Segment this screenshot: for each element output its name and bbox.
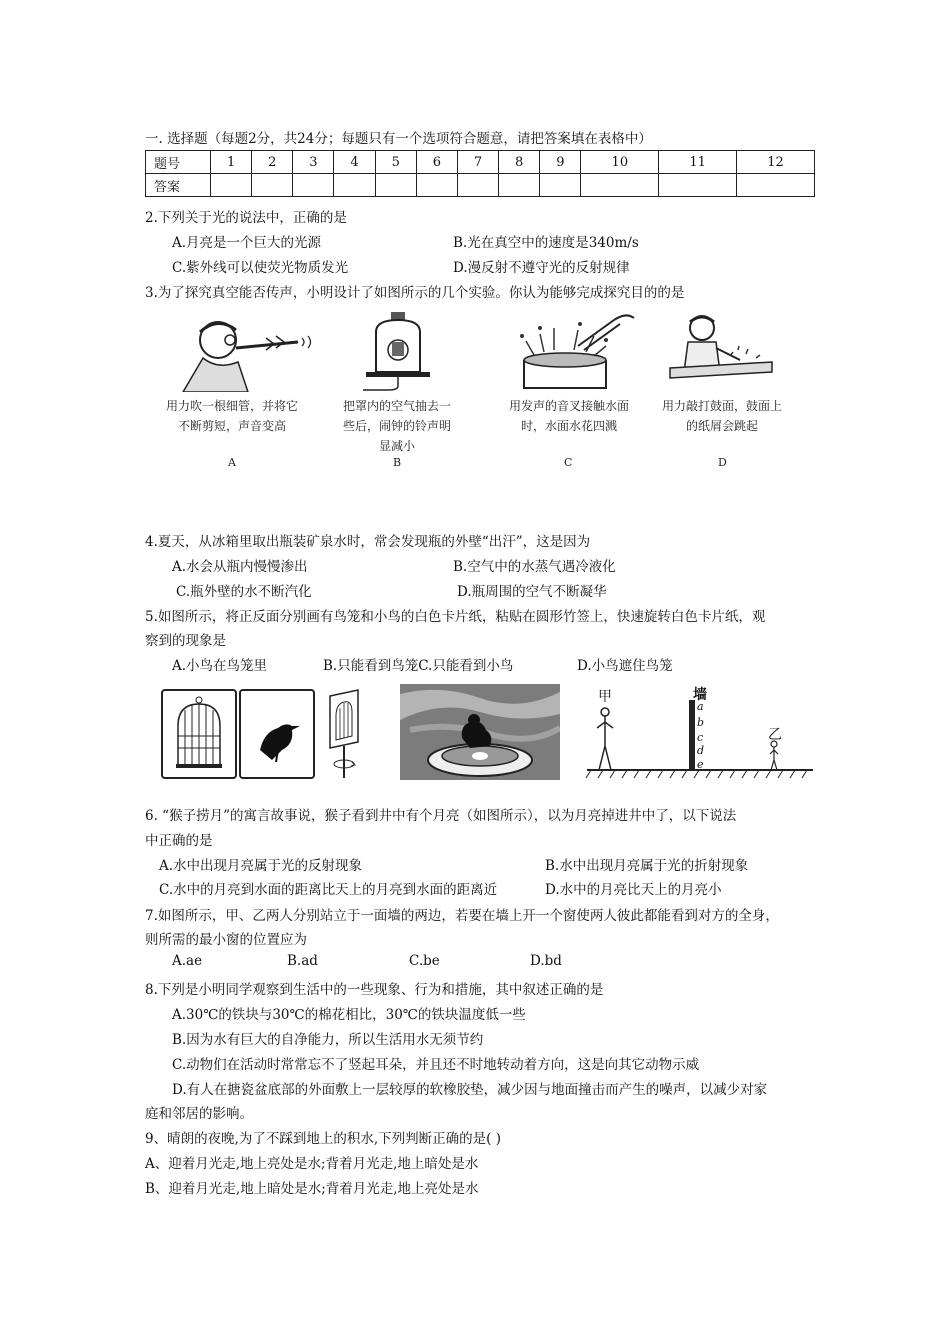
q7-option-d: D.bd	[530, 953, 562, 969]
answer-cell-11[interactable]	[659, 174, 737, 197]
monkey-well-figure	[400, 684, 560, 780]
rotating-card-figure	[324, 688, 370, 780]
answer-cell-4[interactable]	[334, 174, 375, 197]
q3-stem: 3.为了探究真空能否传声，小明设计了如图所示的几个实验。你认为能够完成探究目的的是	[145, 285, 685, 301]
question-number-cell: 2	[252, 151, 293, 174]
q8-option-d-cont: 庭和邻居的影响。	[145, 1106, 253, 1122]
q3-label-d: D	[718, 456, 727, 469]
cage-bird-cards-figure	[160, 688, 316, 780]
question-number-cell: 6	[416, 151, 457, 174]
wall-point-b: b	[697, 716, 705, 729]
answer-cell-1[interactable]	[211, 174, 252, 197]
q3-label-b: B	[393, 456, 402, 469]
q5-stem: 5.如图所示，将正反面分别画有鸟笼和小鸟的白色卡片纸，粘贴在圆形竹签上，快速旋转白色卡片纸，观	[145, 609, 766, 625]
q5-option-bc: B.只能看到鸟笼C.只能看到小鸟	[323, 658, 514, 674]
q3-figure-d	[660, 310, 778, 392]
answer-cell-3[interactable]	[293, 174, 334, 197]
label-qiang: 墙	[693, 687, 707, 703]
answer-cell-7[interactable]	[457, 174, 498, 197]
q7-stem-cont: 则所需的最小窗的位置应为	[145, 932, 307, 948]
q3-caption-a: 用力吹一根细管，并将它不断剪短，声音变高	[165, 399, 298, 433]
q8-stem: 8.下列是小明同学观察到生活中的一些现象、行为和措施，其中叙述正确的是	[145, 982, 604, 998]
q6-option-c: C.水中的月亮到水面的距离比天上的月亮到水面的距离近	[159, 882, 498, 898]
question-number-cell: 5	[375, 151, 416, 174]
wall-point-d: d	[697, 744, 705, 757]
question-number-cell: 11	[659, 151, 737, 174]
wall-point-e: e	[697, 758, 704, 771]
q3-label-c: C	[564, 456, 573, 469]
q3-figure-b	[348, 310, 448, 392]
q3-caption-c: 用发声的音叉接触水面时，水面水花四溅	[508, 399, 629, 433]
question-number-cell: 8	[499, 151, 540, 174]
q7-option-b: B.ad	[287, 953, 318, 969]
q6-option-b: B.水中出现月亮属于光的折射现象	[545, 858, 749, 874]
q7-option-c: C.be	[409, 953, 440, 969]
q6-stem: 6. “猴子捞月”的寓言故事说，猴子看到井中有个月亮（如图所示），以为月亮掉进井中了，以下说法	[145, 808, 737, 824]
answer-cell-8[interactable]	[499, 174, 540, 197]
q4-option-a: A.水会从瓶内慢慢渗出	[172, 559, 308, 575]
answer-cell-9[interactable]	[540, 174, 581, 197]
q9-option-b: B、迎着月光走,地上暗处是水;背着月光走,地上亮处是水	[145, 1181, 479, 1197]
q8-option-b: B.因为水有巨大的自净能力，所以生活用水无须节约	[172, 1032, 484, 1048]
question-number-cell: 3	[293, 151, 334, 174]
answer-cell-5[interactable]	[375, 174, 416, 197]
table-row	[146, 151, 815, 174]
q4-option-d: D.瓶周围的空气不断凝华	[457, 584, 607, 600]
q8-option-c: C.动物们在活动时常常忘不了竖起耳朵，并且还不时地转动着方向，这是向其它动物示威	[172, 1057, 700, 1073]
question-number-cell: 12	[737, 151, 815, 174]
q3-figure-c	[494, 310, 644, 392]
q3-caption-b: 把罩内的空气抽去一些后，闹钟的铃声明显减小	[343, 399, 452, 453]
q3-caption-d: 用力敲打鼓面，鼓面上的纸屑会跳起	[661, 399, 782, 433]
wall-point-a: a	[697, 700, 704, 713]
q4-option-c: C.瓶外壁的水不断汽化	[176, 584, 312, 600]
label-jia: 甲	[598, 689, 612, 705]
question-number-cell: 10	[581, 151, 659, 174]
q4-stem: 4.夏天，从冰箱里取出瓶装矿泉水时，常会发现瓶的外壁“出汗”，这是因为	[145, 534, 591, 550]
q3-label-a: A	[228, 456, 236, 469]
q6-option-a: A.水中出现月亮属于光的反射现象	[159, 858, 363, 874]
q8-option-a: A.30℃的铁块与30℃的棉花相比，30℃的铁块温度低一些	[172, 1007, 526, 1023]
q2-option-a: A.月亮是一个巨大的光源	[172, 235, 322, 251]
question-number-cell: 1	[211, 151, 252, 174]
row-label-number: 题号	[146, 151, 211, 174]
q5-option-a: A.小鸟在鸟笼里	[172, 658, 268, 674]
table-row	[146, 174, 815, 197]
q2-option-c: C.紫外线可以使荧光物质发光	[172, 260, 349, 276]
q9-stem: 9、晴朗的夜晚,为了不踩到地上的积水,下列判断正确的是( )	[145, 1131, 501, 1147]
q8-option-d: D.有人在搪瓷盆底部的外面敷上一层较厚的软橡胶垫，减少因与地面撞击而产生的噪声，以减少对家	[172, 1082, 768, 1098]
answer-cell-10[interactable]	[581, 174, 659, 197]
q5-option-d: D.小鸟遮住鸟笼	[577, 658, 673, 674]
q4-option-b: B.空气中的水蒸气遇冷液化	[453, 559, 616, 575]
label-yi: 乙	[768, 727, 782, 743]
q2-stem: 2.下列关于光的说法中，正确的是	[145, 210, 347, 226]
answer-cell-6[interactable]	[416, 174, 457, 197]
answer-cell-12[interactable]	[737, 174, 815, 197]
row-label-answer: 答案	[146, 174, 211, 197]
wall-point-c: c	[697, 731, 704, 744]
question-number-cell: 9	[540, 151, 581, 174]
q5-stem-cont: 察到的现象是	[145, 633, 226, 649]
question-number-cell: 4	[334, 151, 375, 174]
q2-option-b: B.光在真空中的速度是340m/s	[453, 235, 639, 251]
q6-option-d: D.水中的月亮比天上的月亮小	[545, 882, 722, 898]
answer-table	[145, 150, 815, 197]
q3-figure-a	[178, 310, 318, 392]
q2-option-d: D.漫反射不遵守光的反射规律	[453, 260, 630, 276]
section-heading: 一. 选择题（每题2分，共24分；每题只有一个选项符合题意，请把答案填在表格中）	[145, 131, 652, 147]
question-number-cell: 7	[457, 151, 498, 174]
q6-stem-cont: 中正确的是	[145, 833, 213, 849]
q9-option-a: A、迎着月光走,地上亮处是水;背着月光走,地上暗处是水	[145, 1156, 479, 1172]
q7-stem: 7.如图所示，甲、乙两人分别站立于一面墙的两边，若要在墙上开一个窗使两人彼此都能看到对方的全身，	[145, 908, 779, 924]
q7-option-a: A.ae	[172, 953, 203, 969]
answer-cell-2[interactable]	[252, 174, 293, 197]
